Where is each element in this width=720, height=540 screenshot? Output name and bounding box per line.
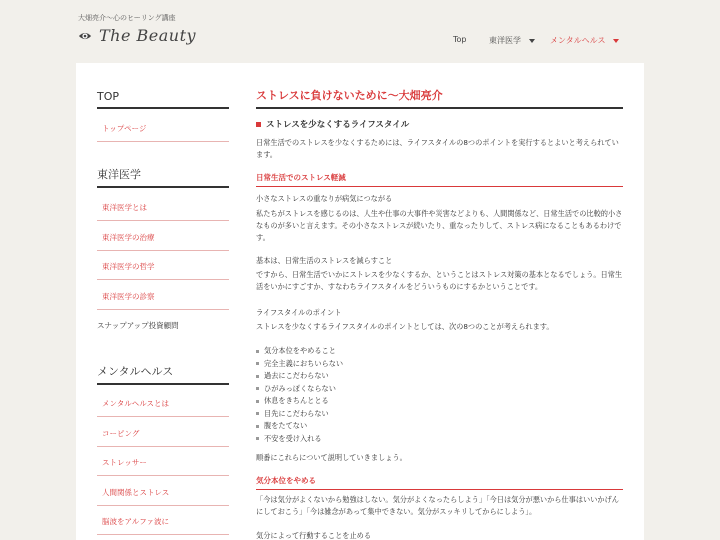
- logo-text: The Beauty: [99, 26, 197, 45]
- section-title-text: ストレスを少なくするライフスタイル: [266, 120, 410, 130]
- paragraph-heading-points: ライフスタイルのポイント: [256, 308, 342, 317]
- list-item: [256, 433, 623, 446]
- list-item-text: 完全主義におちいらない: [264, 358, 344, 368]
- list-item: [256, 383, 623, 396]
- nav-item-label: メンタルヘルス: [550, 36, 606, 45]
- main-nav: [0, 35, 720, 47]
- paragraph-explain: 順番にこれらについて説明していきましょう。: [256, 453, 407, 462]
- section-title: [256, 118, 409, 130]
- bullet-icon: [256, 350, 259, 353]
- sidebar-link-eastern-diagnosis[interactable]: 東洋医学の診察: [97, 291, 229, 310]
- nav-item-label: 東洋医学: [489, 36, 521, 45]
- list-item-text: 過去にこだわらない: [264, 371, 329, 380]
- sidebar-link-snapup[interactable]: スナップアップ投資顧問: [97, 321, 179, 330]
- sidebar-link-top-page[interactable]: トップページ: [97, 123, 229, 142]
- paragraph-basics: ですから、日常生活でいかにストレスを少なくするか、ということはストレス対策の基本となるでしょう。日常生活をいかにすごすか、すなわちライフスタイルをどういうものにするかということです。: [256, 270, 623, 291]
- lifestyle-points-list: [256, 345, 623, 445]
- sidebar-link-stressor[interactable]: ストレッサー: [97, 457, 229, 476]
- content-panel: [76, 63, 644, 540]
- caret-down-icon: [529, 39, 535, 43]
- list-item-text: 気分本位をやめること: [264, 346, 336, 355]
- bullet-icon: [256, 400, 259, 403]
- sidebar-link-coping[interactable]: コーピング: [97, 428, 229, 447]
- list-item: [256, 345, 623, 358]
- nav-item-mental-health[interactable]: [550, 35, 619, 46]
- sidebar-heading-mental: メンタルヘルス: [97, 363, 229, 385]
- paragraph-small-stress: 私たちがストレスを感じるのは、人生や仕事の大事件や災害などよりも、人間関係など、日常生活での比較的小さなものが多いと言えます。その小さなストレスが続いたり、重なったりして、ストレス病になることもあるわけです。: [256, 209, 623, 242]
- list-item: [256, 358, 623, 371]
- sidebar-link-eastern-about[interactable]: 東洋医学とは: [97, 202, 229, 221]
- paragraph-heading-basics: 基本は、日常生活のストレスを減らすこと: [256, 256, 393, 265]
- paragraph-heading-small-stress: 小さなストレスの重なりが病気につながる: [256, 194, 393, 203]
- list-item-text: 目先にこだわらない: [264, 408, 329, 418]
- sidebar-link-eastern-treatment[interactable]: 東洋医学の治療: [97, 232, 229, 251]
- sidebar-link-alpha-waves[interactable]: 脳波をアルファ波に: [97, 516, 229, 535]
- paragraph-points: ストレスを少なくするライフスタイルのポイントとしては、次の8つのことが考えられます。: [256, 322, 554, 331]
- sidebar-link-eastern-philosophy[interactable]: 東洋医学の哲学: [97, 261, 229, 280]
- sidebar-heading-top: TOP: [97, 90, 229, 109]
- list-item: [256, 420, 623, 433]
- list-item-text: 不安を受け入れる: [264, 433, 322, 443]
- intro-paragraph: 日常生活でのストレスを少なくするためには、ライフスタイルの8つのポイントを実行するとよいと考えられています。: [256, 138, 619, 159]
- list-item-text: 腹をたてない: [264, 421, 308, 430]
- bullet-icon: [256, 425, 259, 428]
- sidebar-heading-eastern: 東洋医学: [97, 166, 229, 188]
- nav-item-label: Top: [453, 35, 467, 44]
- list-item-text: ひがみっぽくならない: [264, 383, 336, 393]
- bullet-icon: [256, 412, 259, 415]
- nav-item-top[interactable]: [453, 35, 467, 44]
- bullet-icon: [256, 437, 259, 440]
- subheading-mood: 気分本位をやめる: [256, 475, 623, 490]
- article-title: ストレスに負けないために〜大畑亮介: [256, 87, 623, 109]
- list-item: [256, 370, 623, 383]
- bullet-icon: [256, 387, 259, 390]
- list-item: [256, 395, 623, 408]
- bullet-icon: [256, 375, 259, 378]
- subheading-daily-stress: 日常生活でのストレス軽減: [256, 172, 623, 187]
- square-bullet-icon: [256, 122, 261, 127]
- site-tagline: 大畑亮介〜心のヒーリング講座: [78, 14, 176, 22]
- nav-item-eastern-medicine[interactable]: [489, 35, 535, 46]
- list-item: [256, 408, 623, 421]
- sidebar-link-relationships[interactable]: 人間関係とストレス: [97, 487, 229, 506]
- list-item-text: 休息をきちんととる: [264, 396, 329, 405]
- sidebar-link-mental-about[interactable]: メンタルヘルスとは: [97, 398, 229, 417]
- paragraph-mood-quotes: 「今は気分がよくないから勉強はしない。気分がよくなったらしよう」「今日は気分が悪いから仕事はいいかげんにしておこう」「今は雑念があって集中できない。気分がスッキリしてからにしよう」。: [256, 495, 619, 516]
- bullet-icon: [256, 362, 259, 365]
- caret-down-icon: [613, 39, 619, 43]
- paragraph-heading-stop-mood: 気分によって行動することを止める: [256, 531, 372, 540]
